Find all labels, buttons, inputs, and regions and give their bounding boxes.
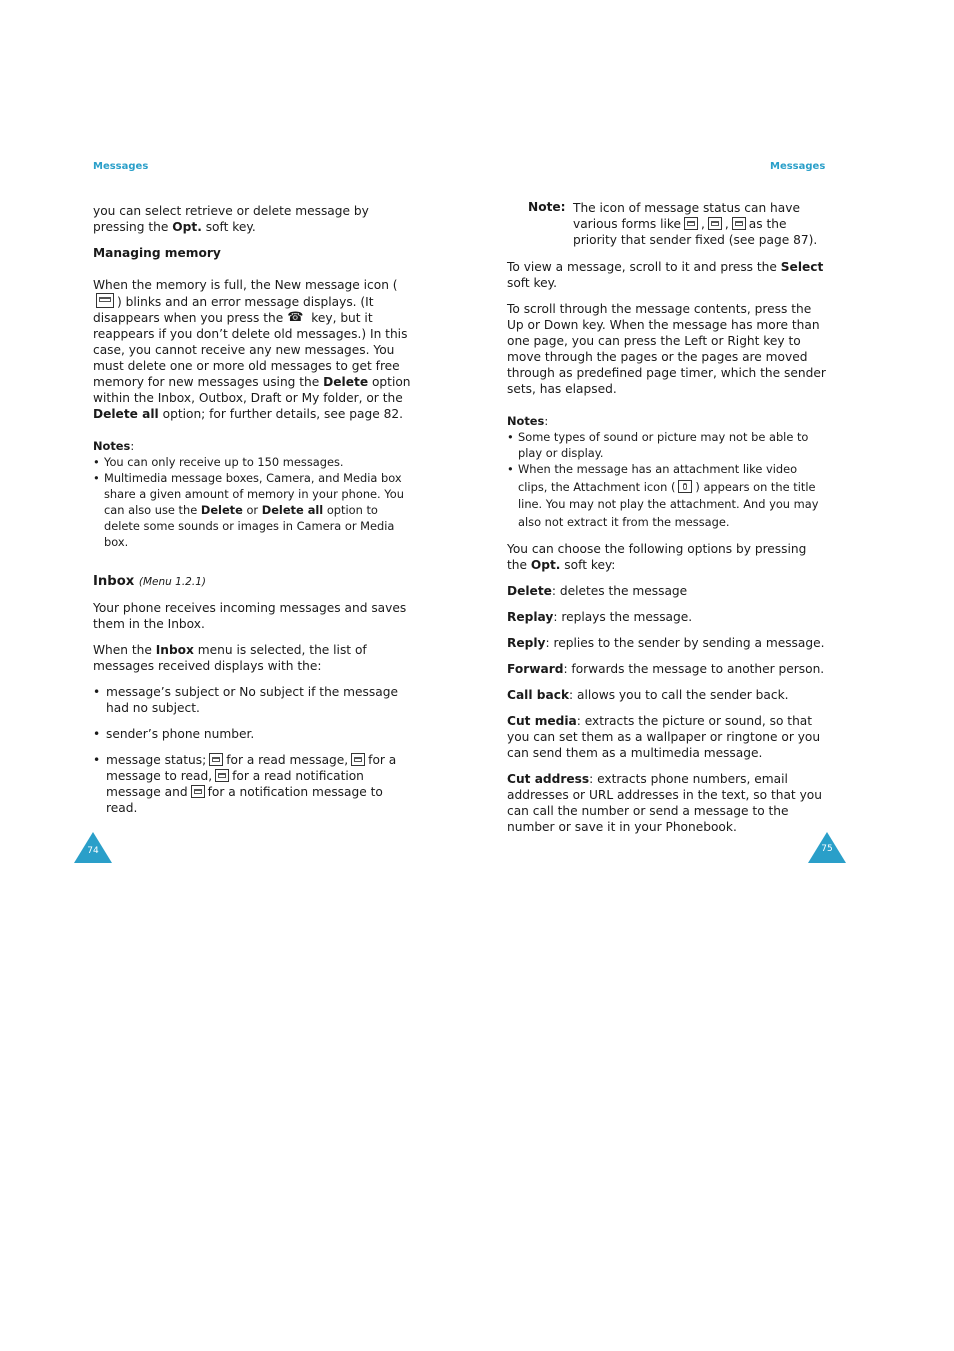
priority-note: The icon of message status can have various forms like , , as the priority that sender fixed (see page 87). xyxy=(573,201,818,247)
read-message-icon xyxy=(209,753,223,766)
inbox-list-paragraph: When the Inbox menu is selected, the list of messages received displays with the: xyxy=(93,643,367,673)
unread-message-icon xyxy=(351,753,365,766)
option-item: Cut media: extracts the picture or sound, so that you can set them as a wallpaper or ringtone or you can send them as a multimedia message. xyxy=(507,714,821,760)
option-item: Call back: allows you to call the sender back. xyxy=(507,688,789,702)
options-intro-paragraph: You can choose the following options by pressing the Opt. soft key: xyxy=(507,542,807,572)
right-column xyxy=(507,259,829,845)
managing-memory-heading: Managing memory xyxy=(93,246,221,260)
notification-icon xyxy=(191,785,205,798)
inbox-heading: Inbox (Menu 1.2.1) xyxy=(93,574,206,589)
view-message-paragraph: To view a message, scroll to it and press the Select soft key. xyxy=(507,260,824,290)
left-column xyxy=(93,203,413,826)
note-item: • You can only receive up to 150 messages. xyxy=(93,454,413,470)
priority-icon-high xyxy=(684,217,698,230)
list-item: • message status; for a read message, for a message to read, for a read notification message and for a notification message to read. xyxy=(93,752,413,816)
priority-icon-low xyxy=(732,217,746,230)
option-item: Delete: deletes the message xyxy=(507,584,688,598)
option-item: Cut address: extracts phone numbers, email addresses or URL addresses in the text, so that you can call the number or send a message to the number or save it in your Phonebook. xyxy=(507,772,822,834)
note-item: • Some types of sound or picture may not be able to play or display. xyxy=(507,429,829,461)
options-list xyxy=(507,583,829,835)
running-header-left: Messages xyxy=(93,161,149,172)
page-number-left: 74 xyxy=(87,846,99,856)
memory-notes: Notes: • You can only receive up to 150 messages. • Multimedia message boxes, Camera, and Media box share a given amount of memory in your phone. You can also use the Delete or Delete all option to delete some sounds or images in Camera or Media box. xyxy=(93,438,413,550)
priority-icon-normal xyxy=(708,217,722,230)
managing-memory-paragraph: When the memory is full, the New message icon () blinks and an error message displays. (It disappears when you press the ☎ key, but it reappears if you don’t delete old messages.) In this case, you cannot receive any new messages. You must delete one or more old messages to get free memory for new messages using the Delete option within the Inbox, Outbox, Draft or My folder, or the Delete all option; for further details, see page 82. xyxy=(93,278,411,421)
view-notes: Notes: • Some types of sound or picture may not be able to play or display. • When the message has an attachment like video clips, the Attachment icon ( ) appears on the title line. You may not play the attachment. And you may also not extract it from the message. xyxy=(507,413,829,531)
scroll-paragraph: To scroll through the message contents, press the Up or Down key. When the message has more than one page, you can press the Left or Right key to move through the pages or the pages are moved through as predefined page timer, which the sender sets, has elapsed. xyxy=(507,302,826,396)
option-item: Replay: replays the message. xyxy=(507,610,693,624)
note-item: • Multimedia message boxes, Camera, and Media box share a given amount of memory in your phone. You can also use the Delete or Delete all option to delete some sounds or images in Camera or Media box. xyxy=(93,470,413,550)
note-item: • When the message has an attachment like video clips, the Attachment icon ( ) appears on the title line. You may not play the attachment. And you may also not extract it from the message. xyxy=(507,461,829,531)
running-header-right: Messages xyxy=(770,161,826,172)
attachment-icon xyxy=(678,480,692,493)
list-item: • message’s subject or No subject if the message had no subject. xyxy=(93,684,413,716)
page-number-right: 75 xyxy=(821,844,833,854)
new-message-icon xyxy=(96,293,114,308)
intro-paragraph: you can select retrieve or delete message by pressing the Opt. soft key. xyxy=(93,204,369,234)
option-item: Reply: replies to the sender by sending a message. xyxy=(507,636,825,650)
option-item: Forward: forwards the message to another person. xyxy=(507,662,825,676)
inbox-paragraph: Your phone receives incoming messages and saves them in the Inbox. xyxy=(93,601,407,631)
note-label: Note: xyxy=(528,200,566,214)
end-call-key-icon: ☎ xyxy=(287,310,304,325)
list-item: • sender’s phone number. xyxy=(93,726,413,742)
read-notification-icon xyxy=(215,769,229,782)
